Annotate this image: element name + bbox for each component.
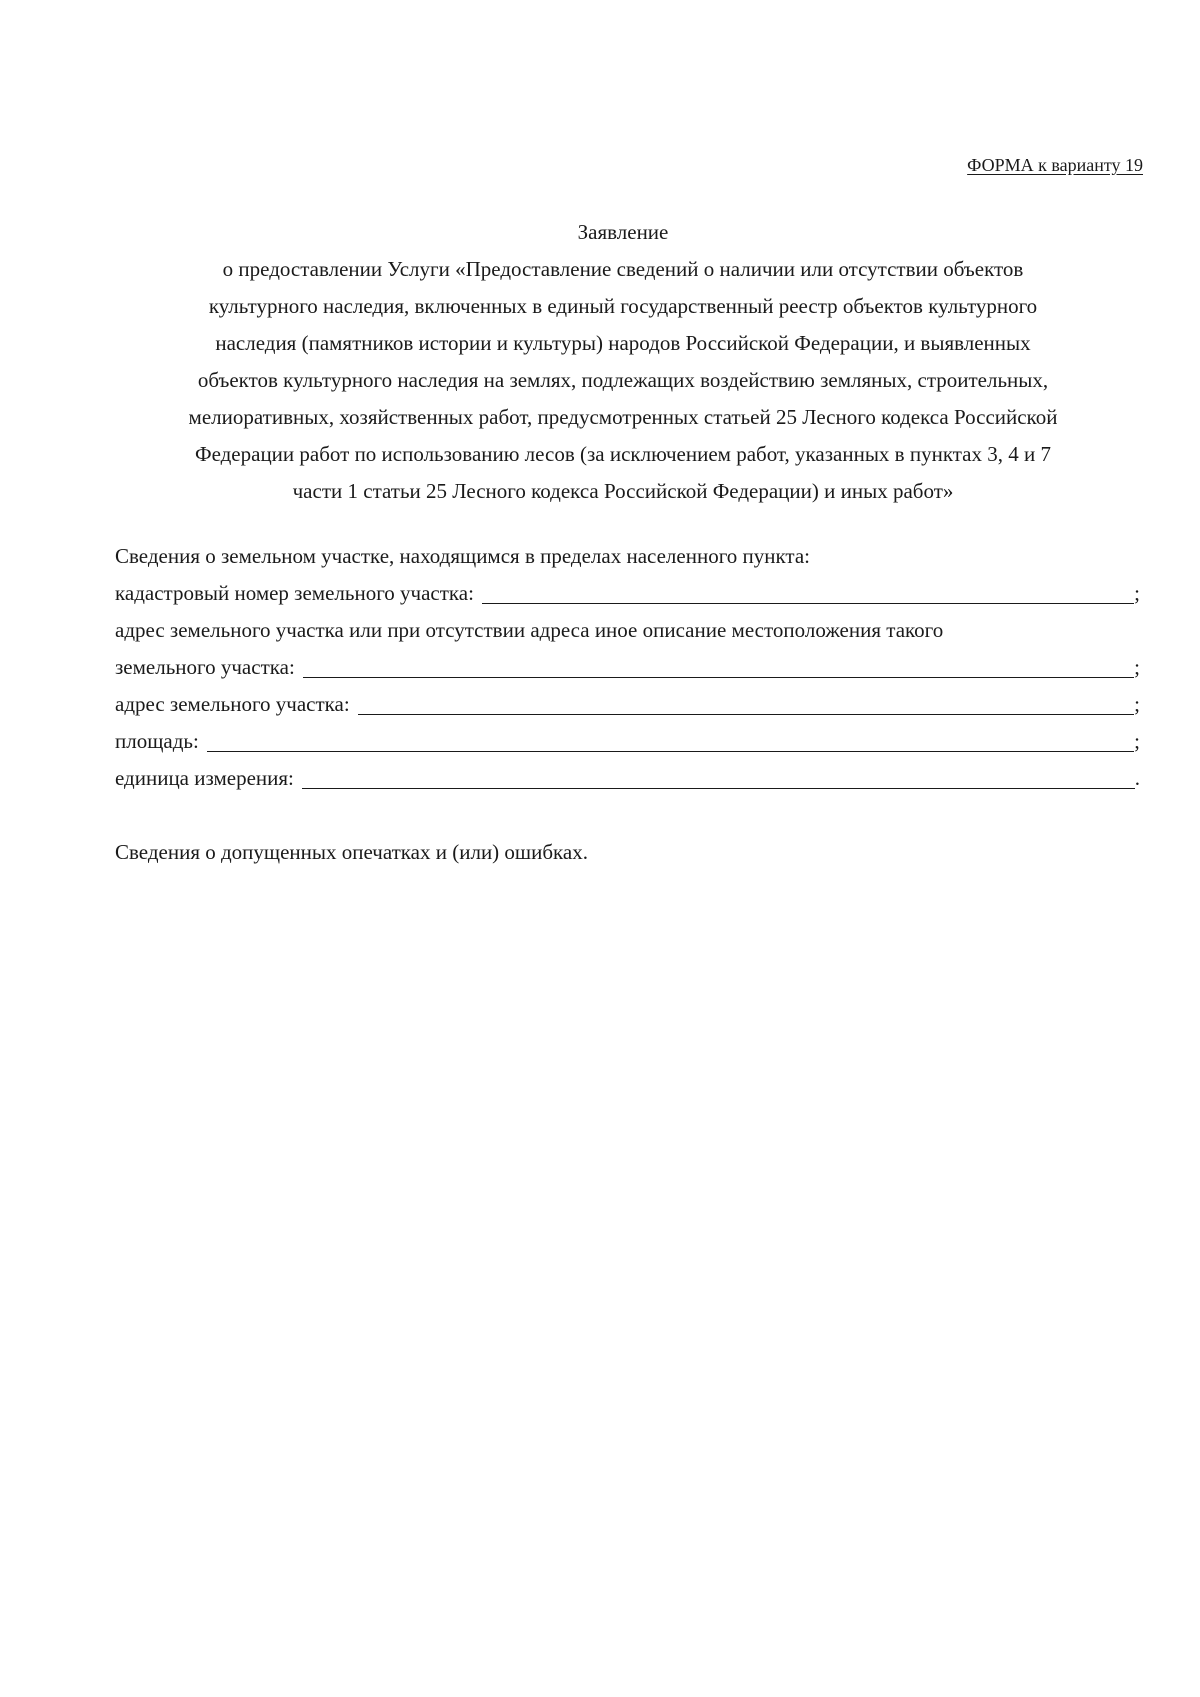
heading-line: Федерации работ по использованию лесов (за исключением работ, указанных в пунктах 3, 4 и 7 <box>194 442 1051 466</box>
form-variant-tag: ФОРМА к варианту 19 <box>967 155 1143 175</box>
unit-row <box>115 760 1140 797</box>
area-label: площадь: <box>115 729 199 753</box>
land-info-section <box>115 538 1140 797</box>
field-terminator: ; <box>1134 692 1140 716</box>
heading-line: культурного наследия, включенных в единый государственный реестр объектов культурного <box>208 294 1038 318</box>
cadastral-number-field[interactable] <box>482 602 1134 604</box>
errors-heading: Сведения о допущенных опечатках и (или) ошибках. <box>115 840 588 864</box>
application-heading <box>108 214 1138 510</box>
heading-line: о предоставлении Услуги «Предоставление сведений о наличии или отсутствии объектов <box>222 257 1024 281</box>
location-description-row <box>115 649 1140 686</box>
cadastral-number-label: кадастровый номер земельного участка: <box>115 581 474 605</box>
land-info-intro: Сведения о земельном участке, находящимся в пределах населенного пункта: <box>115 544 811 568</box>
heading-line: части 1 статьи 25 Лесного кодекса Российской Федерации) и иных работ» <box>292 479 954 503</box>
field-terminator: ; <box>1134 581 1140 605</box>
unit-label: единица измерения: <box>115 766 294 790</box>
heading-line: объектов культурного наследия на землях, подлежащих воздействию земляных, строительных, <box>197 368 1049 392</box>
location-description-label: адрес земельного участка или при отсутствии адреса иное описание местоположения такого <box>115 618 944 642</box>
cadastral-number-row <box>115 575 1140 612</box>
field-terminator: ; <box>1134 655 1140 679</box>
field-terminator: . <box>1134 766 1140 790</box>
address-label: адрес земельного участка: <box>115 692 350 716</box>
heading-line: мелиоративных, хозяйственных работ, предусмотренных статьей 25 Лесного кодекса Российской <box>188 405 1058 429</box>
area-row <box>115 723 1140 760</box>
application-title: Заявление <box>577 220 669 244</box>
location-description-label-cont: земельного участка: <box>115 655 295 679</box>
location-description-field[interactable] <box>303 676 1134 678</box>
unit-field[interactable] <box>302 787 1135 789</box>
area-field[interactable] <box>207 750 1134 752</box>
field-terminator: ; <box>1134 729 1140 753</box>
address-row <box>115 686 1140 723</box>
heading-line: наследия (памятников истории и культуры) народов Российской Федерации, и выявленных <box>215 331 1031 355</box>
address-field[interactable] <box>358 713 1134 715</box>
